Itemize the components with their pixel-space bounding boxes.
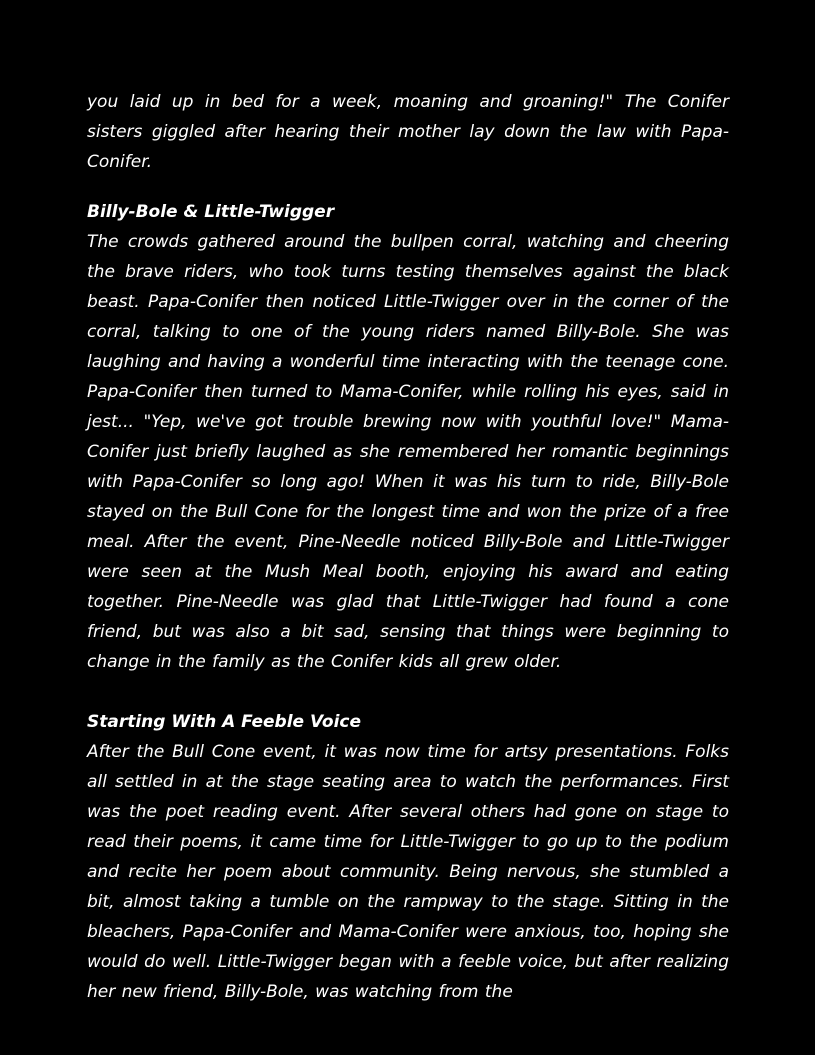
document-page xyxy=(87,87,729,1007)
intro-paragraph: you laid up in bed for a week, moaning and groaning!" The Conifer sisters giggled after hearing their mother lay down the law with Papa-Conifer. xyxy=(87,92,729,172)
spacer xyxy=(87,177,729,197)
section-heading-billy-bole: Billy-Bole & Little-Twigger xyxy=(87,202,335,222)
spacer xyxy=(87,677,729,707)
section-body-billy-bole: The crowds gathered around the bullpen corral, watching and cheering the brave riders, who took turns testing themselves against the black beast. Papa-Conifer then noticed Little-Twigger over in the corner of the corral, talking to one of the young riders named Billy-Bole. She was laughing and having a wonderful time interacting with the teenage cone. Papa-Conifer then turned to Mama-Conifer, while rolling his eyes, said in jest... "Yep, we've got trouble brewing now with youthful love!" Mama-Conifer just briefly laughed as she remembered her romantic beginnings with Papa-Conifer so long ago! When it was his turn to ride, Billy-Bole stayed on the Bull Cone for the longest time and won the prize of a free meal. After the event, Pine-Needle noticed Billy-Bole and Little-Twigger were seen at the Mush Meal booth, enjoying his award and eating together. Pine-Needle was glad that Little-Twigger had found a cone friend, but was also a bit sad, sensing that things were beginning to change in the family as the Conifer kids all grew older. xyxy=(87,232,729,672)
section-body-feeble-voice: After the Bull Cone event, it was now time for artsy presentations. Folks all settled in at the stage seating area to watch the performances. First was the poet reading event. After several others had gone on stage to read their poems, it came time for Little-Twigger to go up to the podium and recite her poem about community. Being nervous, she stumbled a bit, almost taking a tumble on the rampway to the stage. Sitting in the bleachers, Papa-Conifer and Mama-Conifer were anxious, too, hoping she would do well. Little-Twigger began with a feeble voice, but after realizing her new friend, Billy-Bole, was watching from the xyxy=(87,742,729,1002)
section-heading-feeble-voice: Starting With A Feeble Voice xyxy=(87,712,362,732)
